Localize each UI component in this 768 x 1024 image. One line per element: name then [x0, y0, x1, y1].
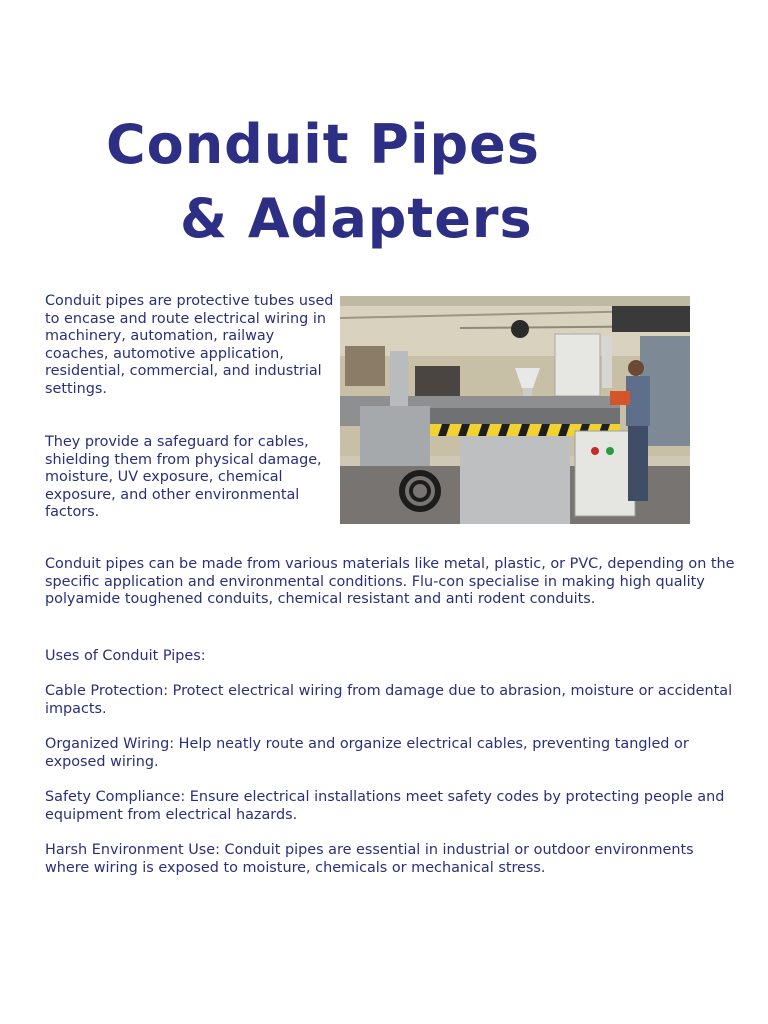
intro-paragraph-1: Conduit pipes are protective tubes used to encase and route electrical wiring in machinery, automation, railway coaches, automotive application, residential, commercial, and industrial settings. [45, 293, 334, 397]
title-line-1: Conduit Pipes [106, 113, 540, 176]
intro-paragraph-2: They provide a safeguard for cables, shielding them from physical damage, moisture, UV exposure, chemical exposure, and other environmental factors. [45, 434, 322, 521]
use-item-harsh-environment: Harsh Environment Use: Conduit pipes are essential in industrial or outdoor environments where wiring is exposed to moisture, chemicals or mechanical stress. [45, 842, 694, 876]
page-title [0, 108, 768, 256]
use-item-organized-wiring: Organized Wiring: Help neatly route and organize electrical cables, preventing tangled or exposed wiring. [45, 736, 689, 770]
title-line-2: & Adapters [180, 187, 533, 250]
use-item-cable-protection: Cable Protection: Protect electrical wiring from damage due to abrasion, moisture or accidental impacts. [45, 683, 733, 717]
factory-photo [340, 296, 690, 524]
body-paragraph: Conduit pipes can be made from various materials like metal, plastic, or PVC, depending on the specific application and environmental conditions. Flu-con specialise in making high quality polyamide toughened conduits, chemical resistant and anti rodent conduits. [45, 556, 735, 608]
use-item-safety-compliance: Safety Compliance: Ensure electrical installations meet safety codes by protecting people and equipment from electrical hazards. [45, 789, 725, 823]
uses-heading: Uses of Conduit Pipes: [45, 648, 206, 664]
